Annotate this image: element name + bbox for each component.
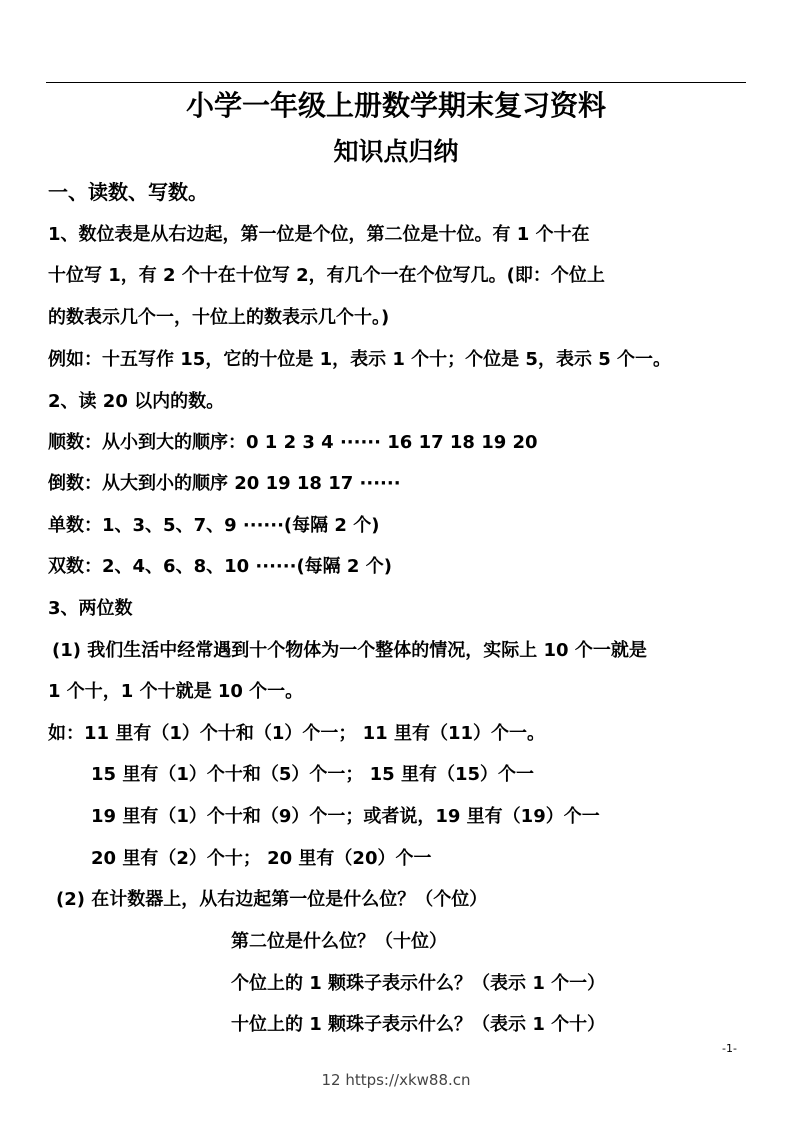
paragraph-line: 十位写 1，有 2 个十在十位写 2，有几个一在个位写几。(即：个位上 <box>48 265 605 286</box>
example-line: 20 里有（2）个十； 20 里有（20）个一 <box>91 848 432 869</box>
question-line: 第二位是什么位？（十位） <box>231 931 447 952</box>
paragraph-line: (1) 我们生活中经常遇到十个物体为一个整体的情况，实际上 10 个一就是 <box>52 640 647 661</box>
example-line: 如：11 里有（1）个十和（1）个一； 11 里有（11）个一。 <box>48 723 545 744</box>
question-line: 十位上的 1 颗珠子表示什么？（表示 1 个十） <box>231 1014 606 1035</box>
subheading-line: 3、两位数 <box>48 598 133 619</box>
paragraph-line: 1 个十，1 个十就是 10 个一。 <box>48 681 304 702</box>
counting-forward-line: 顺数：从小到大的顺序：0 1 2 3 4 ······ 16 17 18 19 20 <box>48 432 538 453</box>
paragraph-line: 的数表示几个一，十位上的数表示几个十。) <box>48 307 390 328</box>
subheading-line: 2、读 20 以内的数。 <box>48 391 225 412</box>
example-line: 19 里有（1）个十和（9）个一；或者说，19 里有（19）个一 <box>91 806 600 827</box>
page-number: -1- <box>722 1042 737 1055</box>
document-title: 小学一年级上册数学期末复习资料 <box>185 89 606 122</box>
example-line: 例如：十五写作 15，它的十位是 1，表示 1 个十；个位是 5，表示 5 个一。 <box>48 349 672 370</box>
even-numbers-line: 双数：2、4、6、8、10 ······(每隔 2 个) <box>48 556 392 577</box>
document-subtitle: 知识点归纳 <box>333 137 459 166</box>
footer-watermark: 12 https://xkw88.cn <box>321 1071 471 1089</box>
section-heading-1: 一、读数、写数。 <box>48 180 208 204</box>
odd-numbers-line: 单数：1、3、5、7、9 ······(每隔 2 个) <box>48 515 380 536</box>
example-line: 15 里有（1）个十和（5）个一； 15 里有（15）个一 <box>91 764 534 785</box>
counting-backward-line: 倒数：从大到小的顺序 20 19 18 17 ······ <box>48 473 401 494</box>
header-rule <box>46 82 746 83</box>
paragraph-line: 1、数位表是从右边起，第一位是个位，第二位是十位。有 1 个十在 <box>48 224 590 245</box>
question-line: (2) 在计数器上，从右边起第一位是什么位？（个位） <box>56 889 488 910</box>
question-line: 个位上的 1 颗珠子表示什么？（表示 1 个一） <box>231 973 606 994</box>
